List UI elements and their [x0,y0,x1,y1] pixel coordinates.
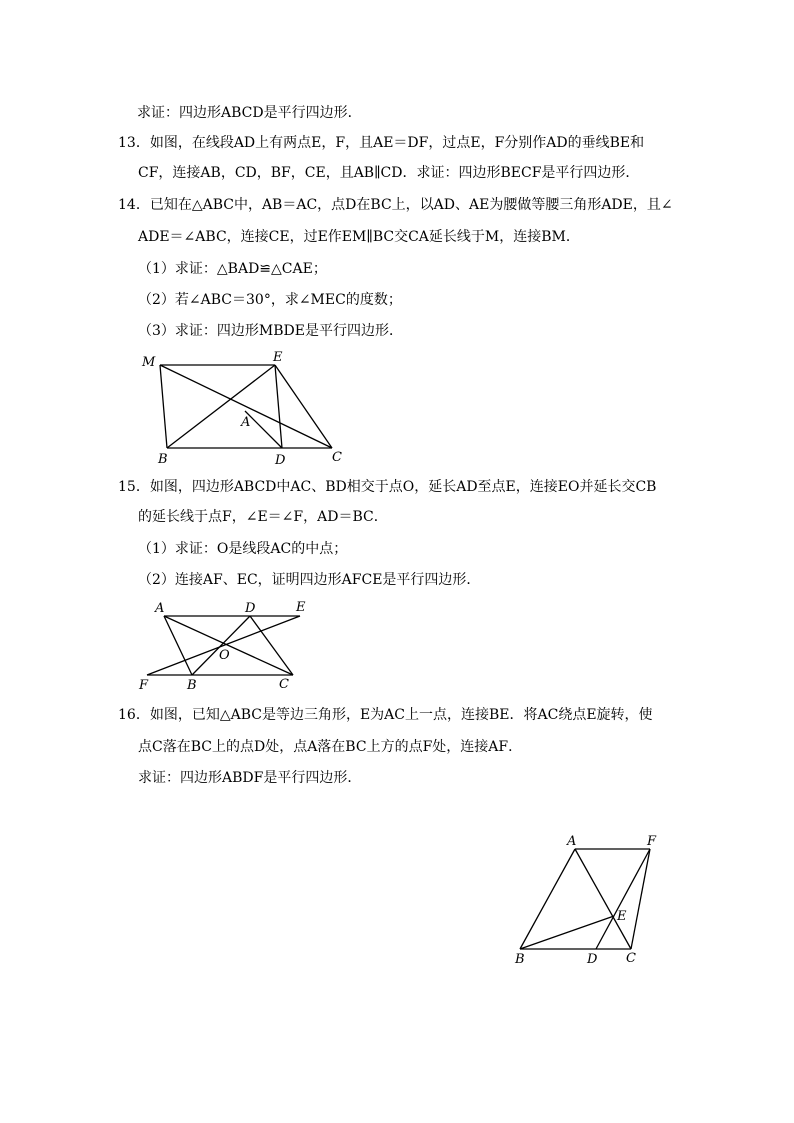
fig14-label-D: D [275,453,286,468]
fig14-label-A: A [241,415,251,430]
problem-15-figure [135,597,320,693]
fig16-label-B: B [515,952,525,967]
fig15-label-O: O [219,648,230,663]
fig16-label-A: A [567,834,577,849]
problem-15-line-1: 15．如图，四边形ABCD中AC、BD相交于点O，延长AD至点E，连接EO并延长交CB [118,479,657,495]
problem-16-figure [505,830,675,970]
problem-14-question-1: （1）求证：△BAD≌△CAE； [138,261,327,277]
problem-15-question-1: （1）求证：O是线段AC的中点； [138,541,348,557]
problem-15-question-2: （2）连接AF、EC，证明四边形AFCE是平行四边形． [138,572,481,588]
problem-13-line-1: 13．如图，在线段AD上有两点E，F，且AE＝DF，过点E，F分别作AD的垂线BE和 [118,135,645,151]
problem-14-figure [135,345,355,470]
fig15-label-E: E [296,600,306,615]
fig15-label-A: A [155,601,165,616]
figure-16-lines [520,849,650,949]
fig16-label-E: E [617,909,627,924]
problem-16-line-3: 求证：四边形ABDF是平行四边形． [138,770,362,786]
fig14-label-M: M [142,355,156,370]
problem-16-line-2: 点C落在BC上的点D处，点A落在BC上方的点F处，连接AF． [138,739,523,755]
fig14-label-C: C [332,450,342,465]
fig15-label-B: B [187,678,197,693]
fig15-label-F: F [139,678,149,693]
figure-14-lines [160,365,332,448]
problem-14-question-3: （3）求证：四边形MBDE是平行四边形． [138,323,403,339]
problem-14-line-2: ADE＝∠ABC，连接CE，过E作EM∥BC交CA延长线于M，连接BM． [138,229,580,245]
problem-16-line-1: 16．如图，已知△ABC是等边三角形，E为AC上一点，连接BE．将AC绕点E旋转，使 [118,707,653,723]
figure-15-lines [147,616,300,675]
fig15-label-D: D [245,601,256,616]
fig14-label-E: E [273,350,283,365]
fig14-label-B: B [158,452,168,467]
problem-14-line-1: 14．已知在△ABC中，AB＝AC，点D在BC上，以AD、AE为腰做等腰三角形ADE，且∠ [118,197,673,213]
fig16-label-F: F [647,834,657,849]
fig16-label-C: C [626,951,636,966]
prev-problem-conclusion: 求证：四边形ABCD是平行四边形． [137,105,362,121]
problem-14-question-2: （2）若∠ABC＝30°，求∠MEC的度数； [138,292,402,308]
problem-13-line-2: CF，连接AB，CD，BF，CE，且AB∥CD．求证：四边形BECF是平行四边形． [138,165,640,181]
fig16-label-D: D [587,952,598,967]
fig15-label-C: C [279,677,289,692]
problem-15-line-2: 的延长线于点F，∠E＝∠F，AD＝BC． [138,509,388,525]
